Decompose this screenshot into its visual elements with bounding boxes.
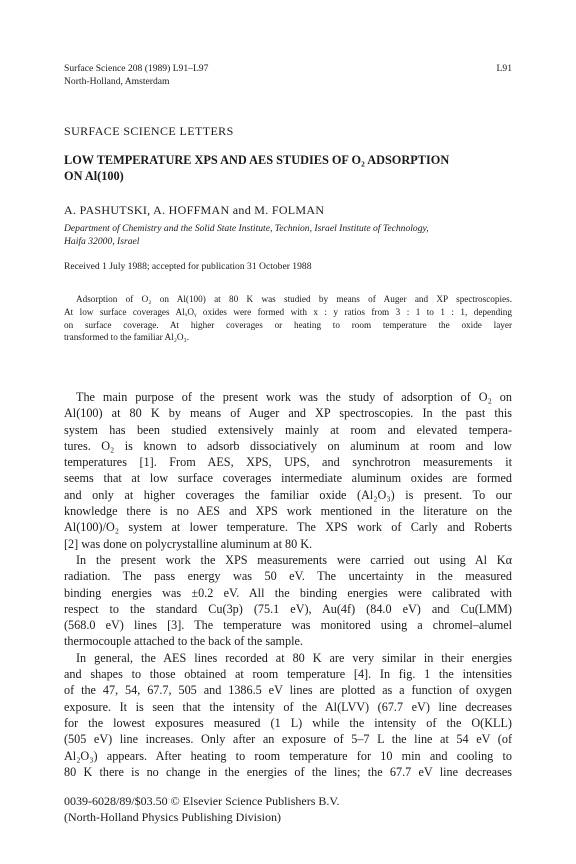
section-label: SURFACE SCIENCE LETTERS	[64, 124, 234, 138]
abstract-line: At low surface coverages AlₓOᵧ oxides were formed with x : y ratios from 3 : 1 to 1 : 1, depending	[64, 306, 512, 317]
body-line: thermocouple attached to the back of the sample.	[64, 634, 303, 649]
body-line: and only at higher coverages the familiar oxide (Al₂O₃) is present. To our	[64, 487, 512, 502]
body-line: system has been studied extensively mainly at room and elevated tempera-	[64, 422, 512, 437]
body-line: 80 K there is no change in the energies of the lines; the 67.7 eV line decreases	[64, 764, 512, 779]
body-line: Al₂O₃) appears. After heating to room temperature for 10 min and cooling to	[64, 748, 512, 763]
journal-citation: Surface Science 208 (1989) L91–L97	[64, 63, 209, 74]
affiliation-line: Department of Chemistry and the Solid State Institute, Technion, Israel Institute of Technology,	[64, 223, 429, 234]
copyright-footer	[64, 793, 340, 825]
body-text	[64, 389, 512, 780]
abstract-line: on surface coverage. At higher coverages or heating to room temperature the oxide layer	[64, 319, 512, 330]
body-line: of the 47, 54, 67.7, 505 and 1386.5 eV lines are plotted as a function of oxygen	[64, 683, 512, 698]
body-line: Al(100)/O₂ system at lower temperature. The XPS work of Carly and Roberts	[64, 520, 512, 535]
copyright-line: 0039-6028/89/$03.50 © Elsevier Science Publishers B.V.	[64, 794, 340, 808]
body-line: (505 eV) line increases. Only after an exposure of 5–7 L the line at 54 eV (of	[64, 732, 512, 747]
publisher-line: North-Holland, Amsterdam	[64, 76, 170, 87]
abstract-line: Adsorption of O₂ on Al(100) at 80 K was studied by means of Auger and XP spectroscopies.	[76, 294, 512, 304]
title-line: ON Al(100)	[64, 169, 124, 183]
body-line: (568.0 eV) lines [3]. The temperature was monitored using a chromel–alumel	[64, 618, 512, 633]
affiliation-line: Haifa 32000, Israel	[64, 236, 140, 247]
title-line: LOW TEMPERATURE XPS AND AES STUDIES OF O₂ ADSORPTION	[64, 153, 450, 167]
body-line: knowledge there is no AES and XPS work mentioned in the literature on the	[64, 504, 512, 519]
abstract	[64, 293, 512, 344]
body-line: temperatures [1]. From AES, XPS, UPS, and synchrotron measurements it	[64, 455, 512, 470]
body-line: radiation. The pass energy was 50 eV. The uncertainty in the measured	[64, 569, 512, 584]
body-line: In general, the AES lines recorded at 80 K are very similar in their energies	[76, 650, 512, 665]
running-header	[64, 62, 512, 88]
body-line: respect to the standard Cu(3p) (75.1 eV), Au(4f) (84.0 eV) and Cu(LMM)	[64, 601, 512, 616]
author-list: A. PASHUTSKI, A. HOFFMAN and M. FOLMAN	[64, 203, 325, 217]
publisher-division: (North-Holland Physics Publishing Division)	[64, 810, 282, 824]
body-line: and shapes to those obtained at room temperature [4]. In fig. 1 the intensities	[64, 667, 512, 682]
body-line: In the present work the XPS measurements were carried out using Al Kα	[76, 552, 512, 567]
page-number: L91	[496, 63, 512, 74]
body-line: seems that at low surface coverages intermediate aluminum oxides are formed	[64, 471, 512, 486]
body-line: [2] was done on polycrystalline aluminum at 80 K.	[64, 536, 313, 551]
body-line: Al(100) at 80 K by means of Auger and XP spectroscopies. In the past this	[64, 406, 512, 421]
article-title	[64, 152, 512, 184]
received-dates: Received 1 July 1988; accepted for publication 31 October 1988	[64, 261, 312, 272]
body-line: for the lowest exposures measured (1 L) while the intensity of the O(KLL)	[64, 715, 512, 730]
body-line: tures. O₂ is known to adsorb dissociatively on aluminum at room and low	[64, 438, 512, 453]
body-line: The main purpose of the present work was the study of adsorption of O₂ on	[76, 390, 512, 404]
body-line: exposure. It is seen that the intensity of the Al(LVV) (67.7 eV) line decreases	[64, 699, 512, 714]
body-line: binding energies was ±0.2 eV. All the binding energies were calibrated with	[64, 585, 512, 600]
affiliation	[64, 222, 512, 248]
abstract-line: transformed to the familiar Al₂O₃.	[64, 332, 190, 343]
